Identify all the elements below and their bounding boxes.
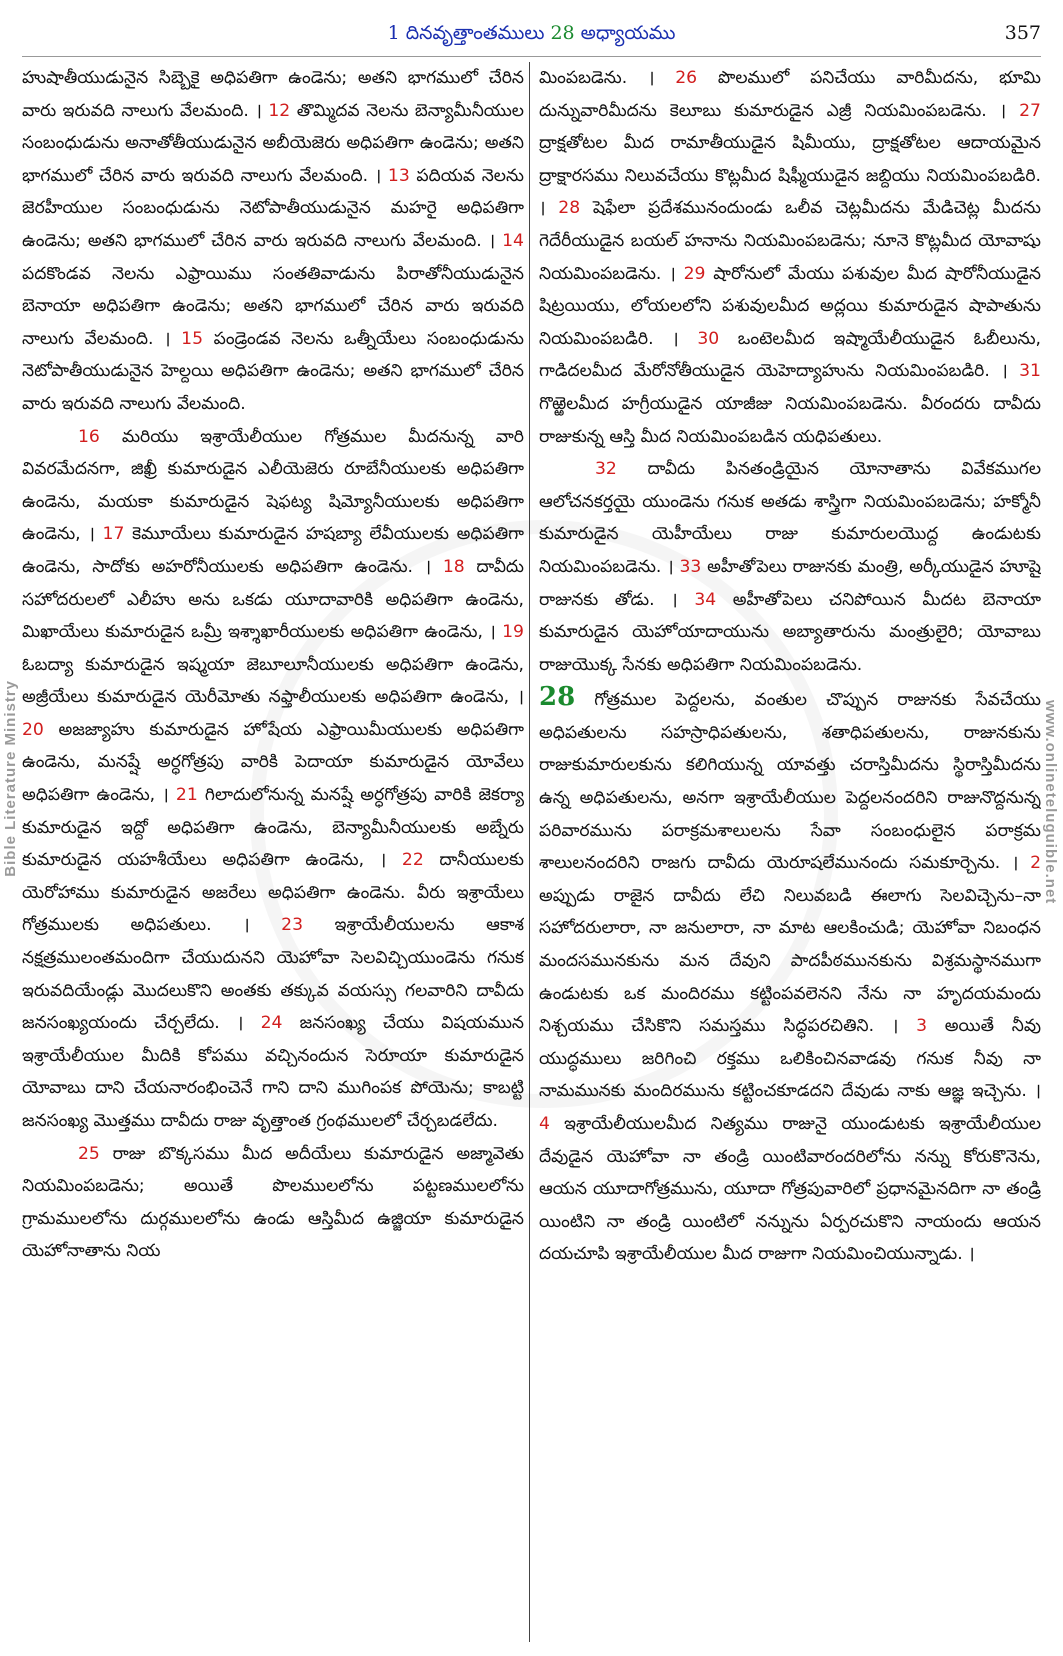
verse-number: 33 <box>679 556 702 577</box>
verse-number: 30 <box>697 328 720 349</box>
verse-text: ఇశ్రాయేలీయులను ఆకాశ నక్షత్రములంతమందిగా చేయుదునని యెహోవా సెలవిచ్చియుండెను గనుక ఇరువదియేండ్లు మొదలుకొని అంతకు తక్కువ వయస్సు గలవారిని దావీదు జనసంఖ్యయందు చేర్చలేదు. । <box>22 915 524 1034</box>
left-column <box>22 62 524 1644</box>
paragraph <box>22 421 524 1138</box>
paragraph <box>22 62 524 421</box>
verse-number: 20 <box>22 719 44 740</box>
verse-number: 27 <box>1019 100 1041 121</box>
paragraph <box>22 1138 524 1268</box>
verse-text: దావీదు పినతండ్రియైన యోనాతాను వివేకముగల ఆలోచనకర్తయై యుండెను గనుక అతడు శాస్త్రిగా నియమింపబడెను; హక్మోనీ కుమారుడైన యెహీయేలు రాజు కుమారులయొద్ద ఉండుటకు నియమింపబడెను. । <box>539 459 1041 577</box>
verse-text: హుషాతీయుడునైన సిబ్బెకై అధిపతిగా ఉండెను; అతని భాగములో చేరిన వారు ఇరువది నాలుగు వేలమంది. । <box>22 68 524 121</box>
verse-number: 23 <box>281 915 304 936</box>
verse-number: 14 <box>502 230 524 251</box>
verse-number: 17 <box>102 524 125 545</box>
verse-text: మరియు ఇశ్రాయేలీయుల గోత్రముల మీదనున్న వారి వివరమేదనగా, జిఖ్రీ కుమారుడైన ఎలీయెజెరు రూబేనీయులకు అధిపతిగా ఉండెను, మయకా కుమారుడైన షెఫట్య షిమ్యోనీయులకు అధిపతిగా ఉండెను, । <box>22 426 524 545</box>
verse-text: అహీతోపెలు చనిపోయిన మీదట బెనాయా కుమారుడైన యెహోయాదాయును అబ్యాతారును మంత్రులైరి; యోవాబు రాజుయొక్క సేనకు అధిపతిగా నియమింపబడెను. <box>539 589 1041 675</box>
verse-text: కెమూయేలు కుమారుడైన హషబ్యా లేవీయులకు అధిపతిగా ఉండెను, సాదోకు అహరోనీయులకు అధిపతిగా ఉండెను. । <box>22 524 524 577</box>
verse-number: 4 <box>539 1114 550 1134</box>
verse-number: 18 <box>442 556 465 577</box>
verse-text: గిలాదులోనున్న మనష్షే అర్ధగోత్రపు వారికి జెకర్యా కుమారుడైన ఇద్దో అధిపతిగా ఉండెను, బెన్యామీనీయులకు అబ్నేరు కుమారుడైన యహశీయేలు అధిపతిగా ఉండెను, । <box>22 785 524 871</box>
verse-text: పండ్రెండవ నెలను ఒత్నీయేలు సంబంధుడును నెటోపాతీయుడునైన హెల్దయి అధిపతిగా ఉండెను; అతని భాగములో చేరిన వారు ఇరువది నాలుగు వేలమంది. <box>22 328 524 414</box>
verse-number: 2 <box>1030 853 1041 874</box>
verse-number: 19 <box>502 622 524 643</box>
verse-text: దానీయులకు యెరోహాము కుమారుడైన అజరేలు అధిపతిగా ఉండెను. వీరు ఇశ్రాయేలు గోత్రములకు అధిపతులు. । <box>22 850 524 936</box>
verse-text: రాజు బొక్కసము మీద అదీయేలు కుమారుడైన అజ్మావెతు నియమింపబడెను; అయితే పొలములలోను పట్టణములలోను గ్రామములలోను దుర్గములలోను ఉండు ఆస్తిమీద ఉజ్జియా కుమారుడైన యెహోనాతాను నియ <box>22 1143 524 1262</box>
paragraph <box>539 453 1041 681</box>
verse-text: జనసంఖ్య చేయు విషయమున ఇశ్రాయేలీయుల మీదికి కోపము వచ్చినందున సెరూయా కుమారుడైన యోవాబు దాని చేయనారంభించెనే గాని దాని ముగింపక పోయెను; కాబట్టి జనసంఖ్య మొత్తము దావీదు రాజు వృత్తాంత గ్రంథములలో చేర్చబడలేదు. <box>22 1013 524 1131</box>
verse-number: 26 <box>675 68 698 88</box>
verse-text: అహీతోపెలు రాజునకు మంత్రి, అర్కీయుడైన హూషై రాజునకు తోడు. । <box>539 556 1041 610</box>
verse-number: 24 <box>260 1013 283 1034</box>
verse-number: 32 <box>595 459 617 480</box>
verse-text: అజజ్యాహు కుమారుడైన హోషేయ ఎఫ్రాయిమీయులకు అధిపతిగా ఉండెను, మనష్షే అర్ధగోత్రపు వారికి పెదాయా కుమారుడైన యోవేలు అధిపతిగా ఉండెను, । <box>22 719 524 806</box>
header-rule <box>22 56 1041 57</box>
column-divider <box>529 62 530 1642</box>
running-title <box>0 22 1063 49</box>
verse-text: పదియవ నెలను జెరహీయుల సంబంధుడును నెటోపాతీయుడునైన మహరై అధిపతిగా ఉండెను; అతని భాగములో చేరిన వారు ఇరువది నాలుగు వేలమంది. । <box>22 165 524 251</box>
side-text-right: www.onlineteluguible.net <box>1042 700 1059 905</box>
verse-text: ఓబద్యా కుమారుడైన ఇష్మయా జెబూలూనీయులకు అధిపతిగా ఉండెను, అజ్రీయేలు కుమారుడైన యెరీమోతు నఫ్తాలీయులకు అధిపతిగా ఉండెను, । <box>22 654 524 708</box>
verse-number: 12 <box>268 100 291 121</box>
verse-number: 29 <box>683 263 706 284</box>
verse-text: ఒంటెలమీద ఇష్మాయేలీయుడైన ఓబీలును, గాడిదలమీద మేరోనోతీయుడైన యెహెద్యాహును నియమింపబడిరి. । <box>539 328 1041 382</box>
verse-number: 34 <box>694 589 717 610</box>
right-column <box>539 62 1041 1644</box>
verse-text: ఇశ్రాయేలీయులమీద నిత్యము రాజునై యుండుటకు ఇశ్రాయేలీయుల దేవుడైన యెహోవా నా తండ్రి యింటివారందరిలోను నన్ను కోరుకొనెను, ఆయన యూదాగోత్రమును, యూదా గోత్రపువారిలో ప్రధానమైనదిగా నా తండ్రి యింటిని నా తండ్రి యింటిలో నన్నును ఏర్పరచుకొని నాయందు ఆయన దయచూపి ఇశ్రాయేలీయుల మీద రాజుగా నియమించియున్నాడు. । <box>539 1114 1041 1265</box>
verse-text: పదకొండవ నెలను ఎఫ్రాయిము సంతతివాడును పిరాతోనీయుడునైన బెనాయా అధిపతిగా ఉండెను; అతని భాగములో చేరిన వారు ఇరువది నాలుగు వేలమంది. । <box>22 263 524 349</box>
chapter-number: 28 <box>550 22 575 44</box>
verse-text: ద్రాక్షతోటల మీద రామాతీయుడైన షిమీయు, ద్రాక్షతోటల ఆదాయమైన ద్రాక్షారసము నిలువచేయు కొట్లమీద షిఫ్మీయుడైన జబ్దియు నియమింపబడిరి. । <box>539 133 1041 219</box>
paragraph <box>539 681 1041 1271</box>
verse-number: 28 <box>558 198 581 219</box>
verse-text: పొలములో పనిచేయు వారిమీదను, భూమి దున్నువారిమీదను కెలూబు కుమారుడైన ఎజ్రీ నియమింపబడెను. । <box>539 68 1041 121</box>
verse-text: గొఱ్ఱెలమీద హగ్రీయుడైన యాజీజు నియమింపబడెను. వీరందరు దావీదు రాజుకున్న ఆస్తి మీద నియమింపబడిన యధిపతులు. <box>539 393 1041 447</box>
verse-text: గోత్రముల పెద్దలను, వంతుల చొప్పున రాజునకు సేవచేయు అధిపతులను సహస్రాధిపతులను, శతాధిపతులను, రాజునకును రాజుకుమారులకును కలిగియున్న యావత్తు చరాస్తిమీదను స్థిరాస్తిమీదను ఉన్న అధిపతులను, అనగా ఇశ్రాయేలీయుల పెద్దలనందరిని రాజునొద్దనున్న పరివారమును పరాక్రమశాలులను సేవా సంబంధులైన పరాక్రమ శాలులనందరిని రాజగు దావీదు యెరూషలేమునందు సమకూర్చెను. । <box>539 690 1041 874</box>
verse-number: 31 <box>1019 361 1041 382</box>
chapter-word: అధ్యాయము <box>574 22 676 44</box>
verse-text: షెఫేలా ప్రదేశమునందుండు ఒలీవ చెట్లమీదను మేడిచెట్ల మీదను గెదేరీయుడైన బయల్ హనాను నియమింపబడెను; నూనె కొట్లమీద యోవాషు నియమింపబడెను. । <box>539 198 1041 284</box>
book-title: 1 దినవృత్తాంతములు <box>387 22 551 44</box>
verse-number: 16 <box>78 426 100 447</box>
verse-text: తొమ్మిదవ నెలను బెన్యామీనీయుల సంబంధుడును అనాతోతీయుడునైన అబీయెజెరు అధిపతిగా ఉండెను; అతని భాగములో చేరిన వారు ఇరువది నాలుగు వేలమంది. । <box>22 100 524 186</box>
page-number: 357 <box>1004 22 1041 44</box>
paragraph <box>539 62 1041 453</box>
side-text-left: Bible Literature Ministry <box>2 680 19 877</box>
verse-number: 15 <box>181 328 204 349</box>
verse-text: అయితే నీవు యుద్ధములు జరిగించి రక్తము ఒలికించినవాడవు గనుక నీవు నా నామమునకు మందిరమును కట్టించకూడదని దేవుడు నాకు ఆజ్ఞ ఇచ్చెను. । <box>539 1016 1041 1102</box>
verse-number: 13 <box>387 165 410 186</box>
chapter-start-number: 28 <box>539 682 576 713</box>
verse-number: 3 <box>916 1016 928 1037</box>
verse-text: మింపబడెను. । <box>539 68 676 88</box>
verse-number: 22 <box>401 850 424 871</box>
verse-text: షారోనులో మేయు పశువుల మీద షారోనీయుడైన షిట్రయియు, లోయలలోని పశువులమీద అద్లయి కుమారుడైన షాపాతును నియమింపబడిరి. । <box>539 263 1041 349</box>
verse-text: అప్పుడు రాజైన దావీదు లేచి నిలువబడి ఈలాగు సెలవిచ్చెను–నా సహోదరులారా, నా జనులారా, నా మాట ఆలకించుడి; యెహోవా నిబంధన మందసమునకును మన దేవుని పాదపీఠమునకును విశ్రమస్థానముగా ఉండుటకు ఒక మందిరము కట్టింపవలెనని నేను నా హృదయమందు నిశ్చయము చేసికొని సమస్తము సిద్ధపరచితిని. । <box>539 885 1041 1037</box>
verse-number: 21 <box>175 785 198 806</box>
verse-number: 25 <box>78 1143 100 1164</box>
verse-text: దావీదు సహోదరులలో ఎలీహు అను ఒకడు యూదావారికి అధిపతిగా ఉండెను, మిఖాయేలు కుమారుడైన ఒమ్రీ ఇశ్శాఖారీయులకు అధిపతిగా ఉండెను, । <box>22 556 524 643</box>
page-header <box>0 18 1063 48</box>
